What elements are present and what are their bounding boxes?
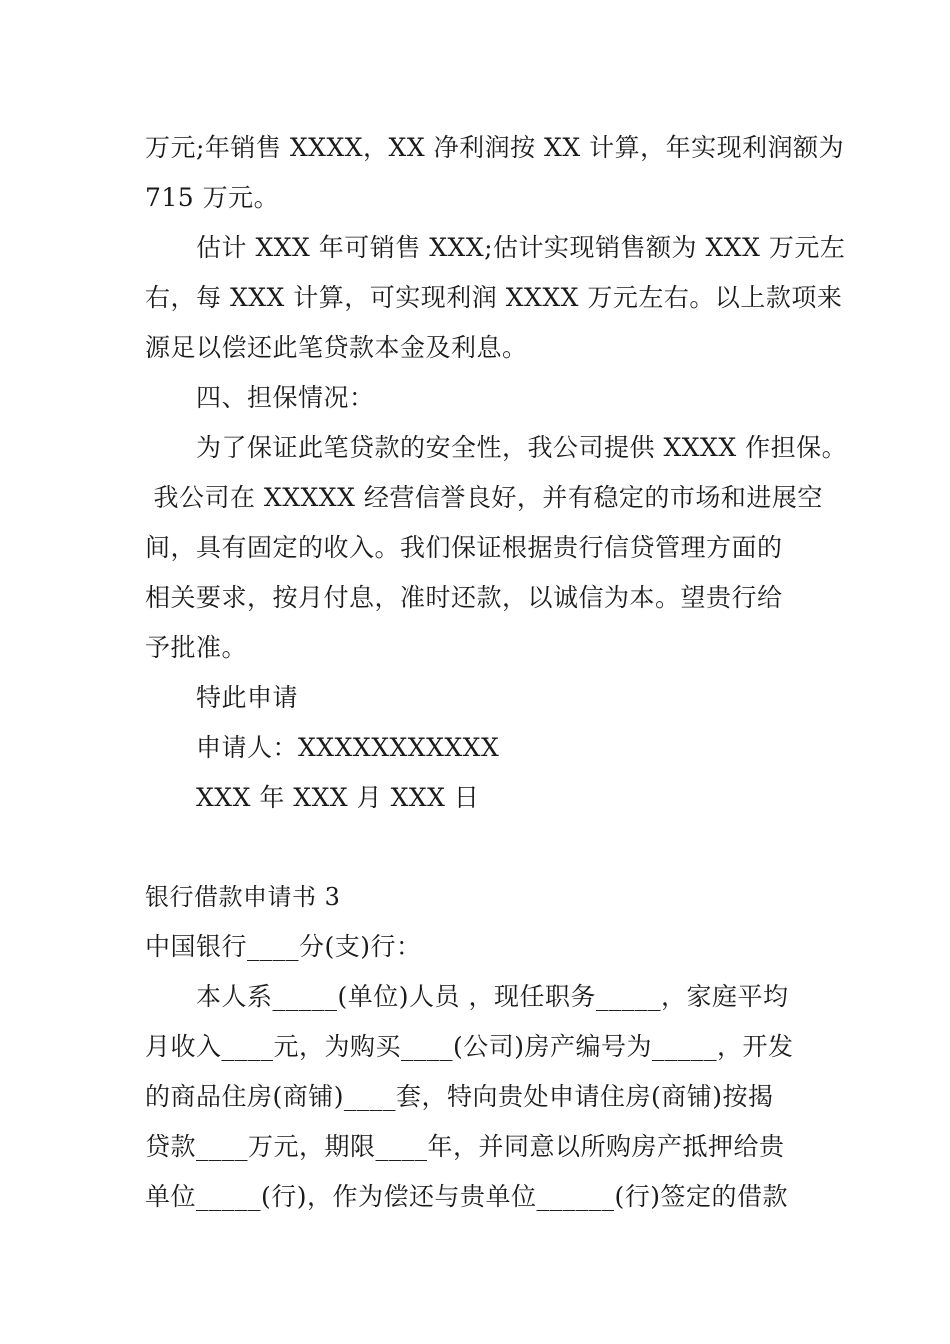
paragraph-line: 估计 XXX 年可销售 XXX;估计实现销售额为 XXX 万元左: [196, 233, 846, 262]
paragraph-line: 月收入____元，为购买____(公司)房产编号为_____，开发: [145, 1032, 794, 1061]
paragraph-line: 单位_____(行)，作为偿还与贵单位______(行)签定的借款: [145, 1182, 789, 1211]
paragraph-line: 间，具有固定的收入。我们保证根据贵行信贷管理方面的: [145, 533, 783, 562]
applicant-line: 申请人：XXXXXXXXXXX: [196, 733, 500, 762]
paragraph-line: 予批准。: [145, 633, 248, 662]
paragraph-line: 贷款____万元，期限____年，并同意以所购房产抵押给贵: [145, 1132, 785, 1161]
addressee-line: 中国银行____分(支)行：: [145, 932, 422, 961]
paragraph-line: 的商品住房(商铺)____套，特向贵处申请住房(商铺)按揭: [145, 1082, 774, 1111]
paragraph-line: 我公司在 XXXXX 经营信誉良好，并有稳定的市场和进展空: [145, 483, 823, 512]
section-heading: 四、担保情况：: [196, 383, 375, 412]
paragraph-line: 相关要求，按月付息，准时还款，以诚信为本。望贵行给: [145, 583, 783, 612]
paragraph-line: 右，每 XXX 计算，可实现利润 XXXX 万元左右。以上款项来: [145, 283, 843, 312]
paragraph-line: 源足以偿还此笔贷款本金及利息。: [145, 333, 528, 362]
paragraph-line: 715 万元。: [145, 183, 280, 212]
paragraph-line: 万元;年销售 XXXX，XX 净利润按 XX 计算，年实现利润额为: [145, 133, 845, 162]
paragraph-line: 为了保证此笔贷款的安全性，我公司提供 XXXX 作担保。: [196, 433, 848, 462]
paragraph-line: 本人系_____(单位)人员 ，现任职务_____，家庭平均: [196, 982, 789, 1011]
document-title: 银行借款申请书 3: [145, 883, 341, 911]
closing-line: 特此申请: [196, 683, 299, 712]
date-line: XXX 年 XXX 月 XXX 日: [196, 783, 480, 812]
